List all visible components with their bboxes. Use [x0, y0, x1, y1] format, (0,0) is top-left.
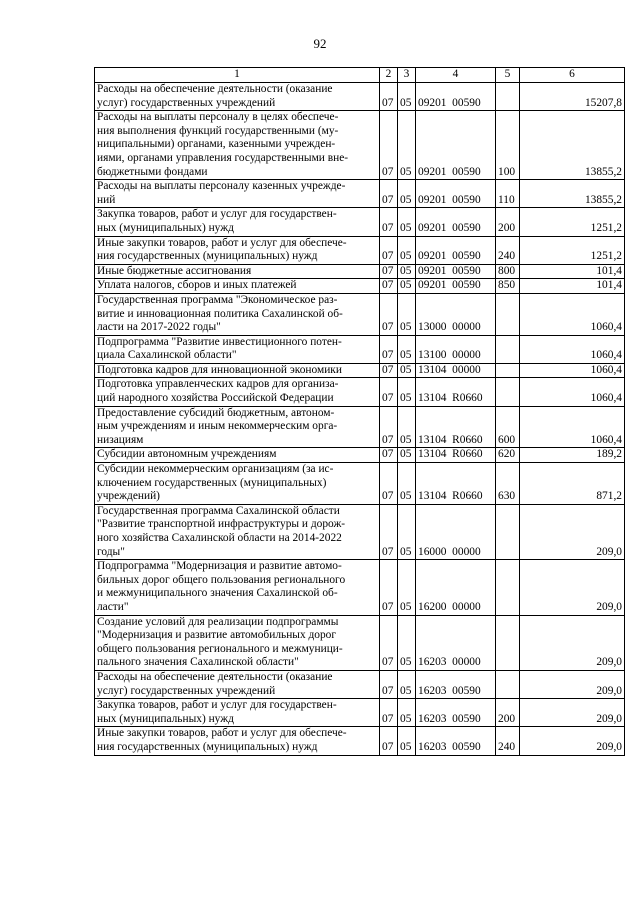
expense-type-cell: 110: [496, 180, 520, 208]
section-code-cell: 07: [380, 83, 398, 111]
expense-type-cell: [496, 293, 520, 335]
target-article-cell: 13100 00000: [416, 335, 496, 363]
expense-name-cell: Расходы на выплаты персоналу в целях обеспече- ния выполнения функций государственными (му- ниципальными) органами, казенными учрежден- иями, органами управления государственными вне- бюджетными фондами: [95, 111, 380, 180]
page-number: 92: [313, 36, 327, 51]
amount-cell: 101,4: [520, 279, 625, 294]
expense-name-cell: Государственная программа "Экономическое раз- витие и инновационная политика Сахалинской об- ласти на 2017-2022 годы": [95, 293, 380, 335]
expense-name-cell: Закупка товаров, работ и услуг для государствен- ных (муниципальных) нужд: [95, 208, 380, 236]
section-code-cell: 07: [380, 208, 398, 236]
amount-cell: 1251,2: [520, 208, 625, 236]
expense-type-cell: 200: [496, 208, 520, 236]
expense-name-cell: Иные закупки товаров, работ и услуг для обеспече- ния государственных (муниципальных) нужд: [95, 236, 380, 264]
section-code-cell: 07: [380, 111, 398, 180]
target-article-cell: 13104 00000: [416, 363, 496, 378]
expense-type-cell: 240: [496, 236, 520, 264]
table-row: [95, 279, 625, 294]
expense-type-cell: [496, 560, 520, 615]
section-code-cell: 07: [380, 504, 398, 559]
expense-name-cell: Закупка товаров, работ и услуг для государствен- ных (муниципальных) нужд: [95, 699, 380, 727]
section-code-cell: 07: [380, 463, 398, 505]
expense-name-cell: Предоставление субсидий бюджетным, автоном- ным учреждениям и иным некоммерческим орга- низациям: [95, 406, 380, 448]
table-header-row: [95, 68, 625, 83]
target-article-cell: 16203 00590: [416, 727, 496, 755]
amount-cell: 1060,4: [520, 406, 625, 448]
target-article-cell: 13104 R0660: [416, 378, 496, 406]
expense-type-cell: 100: [496, 111, 520, 180]
table-row: [95, 463, 625, 505]
target-article-cell: 13000 00000: [416, 293, 496, 335]
expense-name-cell: Государственная программа Сахалинской области "Развитие транспортной инфраструктуры и дорож- ного хозяйства Сахалинской области на 2014-2022 годы": [95, 504, 380, 559]
table-row: [95, 504, 625, 559]
expense-name-cell: Подпрограмма "Модернизация и развитие автомо- бильных дорог общего пользования регионального и межмуниципального значения Сахалинской об- ласти": [95, 560, 380, 615]
subsection-code-cell: 05: [398, 363, 416, 378]
target-article-cell: 09201 00590: [416, 180, 496, 208]
subsection-code-cell: 05: [398, 83, 416, 111]
target-article-cell: 09201 00590: [416, 111, 496, 180]
amount-cell: 209,0: [520, 504, 625, 559]
section-code-cell: 07: [380, 670, 398, 698]
table-row: [95, 180, 625, 208]
subsection-code-cell: 05: [398, 378, 416, 406]
subsection-code-cell: 05: [398, 180, 416, 208]
expense-name-cell: Иные бюджетные ассигнования: [95, 264, 380, 279]
expense-type-cell: 620: [496, 448, 520, 463]
amount-cell: 13855,2: [520, 180, 625, 208]
subsection-code-cell: 05: [398, 279, 416, 294]
amount-cell: 209,0: [520, 727, 625, 755]
subsection-code-cell: 05: [398, 560, 416, 615]
amount-cell: 15207,8: [520, 83, 625, 111]
target-article-cell: 16200 00000: [416, 560, 496, 615]
column-header-4: 4: [416, 68, 496, 83]
subsection-code-cell: 05: [398, 293, 416, 335]
subsection-code-cell: 05: [398, 264, 416, 279]
table-body: [95, 83, 625, 756]
amount-cell: 209,0: [520, 670, 625, 698]
section-code-cell: 07: [380, 236, 398, 264]
section-code-cell: 07: [380, 699, 398, 727]
section-code-cell: 07: [380, 180, 398, 208]
column-header-5: 5: [496, 68, 520, 83]
column-header-2: 2: [380, 68, 398, 83]
amount-cell: 13855,2: [520, 111, 625, 180]
expense-type-cell: [496, 363, 520, 378]
table-row: [95, 335, 625, 363]
section-code-cell: 07: [380, 727, 398, 755]
target-article-cell: 16000 00000: [416, 504, 496, 559]
expense-name-cell: Подготовка кадров для инновационной экономики: [95, 363, 380, 378]
expense-type-cell: 800: [496, 264, 520, 279]
subsection-code-cell: 05: [398, 504, 416, 559]
column-header-1: 1: [95, 68, 380, 83]
expense-name-cell: Уплата налогов, сборов и иных платежей: [95, 279, 380, 294]
subsection-code-cell: 05: [398, 463, 416, 505]
target-article-cell: 16203 00000: [416, 615, 496, 670]
target-article-cell: 09201 00590: [416, 83, 496, 111]
expense-name-cell: Подпрограмма "Развитие инвестиционного потен- циала Сахалинской области": [95, 335, 380, 363]
target-article-cell: 13104 R0660: [416, 463, 496, 505]
subsection-code-cell: 05: [398, 727, 416, 755]
expense-type-cell: [496, 335, 520, 363]
subsection-code-cell: 05: [398, 111, 416, 180]
expense-name-cell: Расходы на обеспечение деятельности (оказание услуг) государственных учреждений: [95, 83, 380, 111]
target-article-cell: 16203 00590: [416, 670, 496, 698]
expense-type-cell: [496, 504, 520, 559]
expense-type-cell: [496, 615, 520, 670]
expense-type-cell: 240: [496, 727, 520, 755]
column-header-3: 3: [398, 68, 416, 83]
subsection-code-cell: 05: [398, 670, 416, 698]
table-row: [95, 448, 625, 463]
target-article-cell: 09201 00590: [416, 279, 496, 294]
section-code-cell: 07: [380, 293, 398, 335]
section-code-cell: 07: [380, 560, 398, 615]
expense-name-cell: Расходы на выплаты персоналу казенных учрежде- ний: [95, 180, 380, 208]
subsection-code-cell: 05: [398, 236, 416, 264]
expense-type-cell: 630: [496, 463, 520, 505]
section-code-cell: 07: [380, 615, 398, 670]
target-article-cell: 09201 00590: [416, 264, 496, 279]
target-article-cell: 13104 R0660: [416, 448, 496, 463]
subsection-code-cell: 05: [398, 448, 416, 463]
expense-type-cell: [496, 670, 520, 698]
amount-cell: 871,2: [520, 463, 625, 505]
subsection-code-cell: 05: [398, 208, 416, 236]
amount-cell: 209,0: [520, 560, 625, 615]
amount-cell: 1060,4: [520, 363, 625, 378]
table-row: [95, 83, 625, 111]
table-row: [95, 264, 625, 279]
budget-table: [94, 67, 625, 756]
amount-cell: 1060,4: [520, 378, 625, 406]
expense-name-cell: Подготовка управленческих кадров для организа- ций народного хозяйства Российской Федерации: [95, 378, 380, 406]
amount-cell: 101,4: [520, 264, 625, 279]
expense-name-cell: Иные закупки товаров, работ и услуг для обеспече- ния государственных (муниципальных) нужд: [95, 727, 380, 755]
table-row: [95, 670, 625, 698]
table-row: [95, 208, 625, 236]
expense-type-cell: [496, 378, 520, 406]
table-row: [95, 111, 625, 180]
table-row: [95, 615, 625, 670]
table-row: [95, 293, 625, 335]
subsection-code-cell: 05: [398, 335, 416, 363]
target-article-cell: 16203 00590: [416, 699, 496, 727]
expense-type-cell: [496, 83, 520, 111]
amount-cell: 209,0: [520, 615, 625, 670]
column-header-6: 6: [520, 68, 625, 83]
amount-cell: 209,0: [520, 699, 625, 727]
target-article-cell: 09201 00590: [416, 208, 496, 236]
expense-type-cell: 200: [496, 699, 520, 727]
section-code-cell: 07: [380, 406, 398, 448]
expense-type-cell: 850: [496, 279, 520, 294]
section-code-cell: 07: [380, 279, 398, 294]
amount-cell: 1060,4: [520, 335, 625, 363]
table-row: [95, 699, 625, 727]
expense-name-cell: Создание условий для реализации подпрограммы "Модернизация и развитие автомобильных дорог общего пользования регионального и межмуници- пального значения Сахалинской области": [95, 615, 380, 670]
subsection-code-cell: 05: [398, 699, 416, 727]
section-code-cell: 07: [380, 363, 398, 378]
target-article-cell: 13104 R0660: [416, 406, 496, 448]
section-code-cell: 07: [380, 448, 398, 463]
subsection-code-cell: 05: [398, 615, 416, 670]
section-code-cell: 07: [380, 378, 398, 406]
amount-cell: 1060,4: [520, 293, 625, 335]
table-row: [95, 378, 625, 406]
table-row: [95, 236, 625, 264]
amount-cell: 1251,2: [520, 236, 625, 264]
expense-name-cell: Субсидии автономным учреждениям: [95, 448, 380, 463]
subsection-code-cell: 05: [398, 406, 416, 448]
section-code-cell: 07: [380, 335, 398, 363]
expense-name-cell: Субсидии некоммерческим организациям (за ис- ключением государственных (муниципальных) учреждений): [95, 463, 380, 505]
table-row: [95, 406, 625, 448]
expense-type-cell: 600: [496, 406, 520, 448]
amount-cell: 189,2: [520, 448, 625, 463]
section-code-cell: 07: [380, 264, 398, 279]
expense-name-cell: Расходы на обеспечение деятельности (оказание услуг) государственных учреждений: [95, 670, 380, 698]
table-row: [95, 727, 625, 755]
target-article-cell: 09201 00590: [416, 236, 496, 264]
table-row: [95, 363, 625, 378]
table-row: [95, 560, 625, 615]
